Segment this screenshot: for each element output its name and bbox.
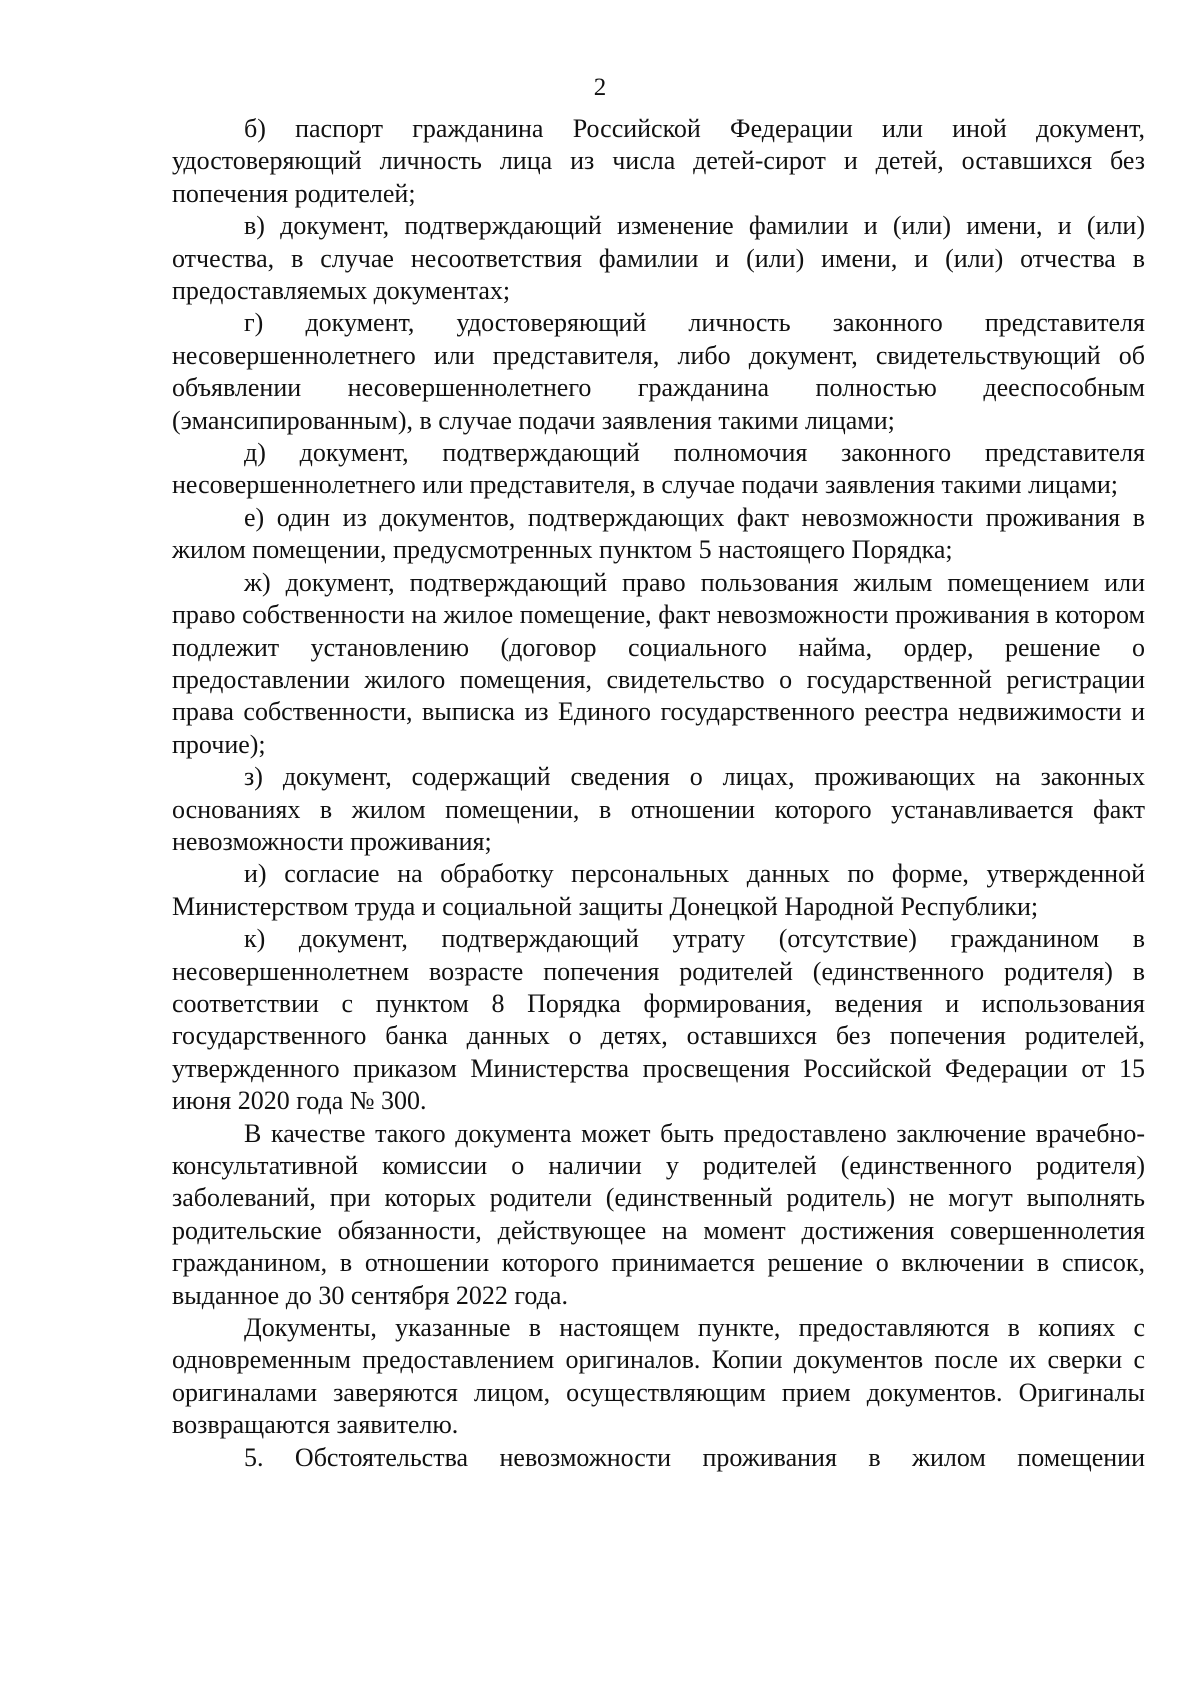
paragraph-item-v: в) документ, подтверждающий изменение фамилии и (или) имени, и (или) отчества, в случае несоответствия фамилии и (или) имени, и (или) отчества в предоставляемых документах;	[172, 211, 1145, 306]
paragraph-item-e: е) один из документов, подтверждающих факт невозможности проживания в жилом помещении, предусмотренных пунктом 5 настоящего Порядка;	[172, 502, 1145, 565]
paragraph-item-d: д) документ, подтверждающий полномочия законного представителя несовершеннолетнего или представителя, в случае подачи заявления такими лицами;	[172, 438, 1145, 500]
paragraph-item-z: з) документ, содержащий сведения о лицах, проживающих на законных основаниях в жилом помещении, в отношении которого устанавливается факт невозможности проживания;	[172, 762, 1145, 856]
paragraph-item-i: и) согласие на обработку персональных данных по форме, утвержденной Министерством труда и социальной защиты Донецкой Народной Республики;	[172, 859, 1145, 921]
paragraph-section-5-start: 5. Обстоятельства невозможности проживания в жилом помещении	[244, 1442, 1145, 1472]
page-number: 2	[593, 74, 607, 101]
paragraph-medical-conclusion: В качестве такого документа может быть предоставлено заключение врачебно-консультативной комиссии о наличии у родителей (единственного родителя) заболеваний, при которых родители (единственный родитель) не могут выполнять родительские обязанности, действующее на момент достижения совершеннолетия гражданином, в отношении которого принимается решение о включении в список, выданное до 30 сентября 2022 года.	[172, 1118, 1145, 1310]
paragraph-copies-note: Документы, указанные в настоящем пункте, предоставляются в копиях с одновременным предоставлением оригиналов. Копии документов после их сверки с оригиналами заверяются лицом, осуществляющим прием документов. Оригиналы возвращаются заявителю.	[172, 1313, 1145, 1440]
paragraph-item-k: к) документ, подтверждающий утрату (отсутствие) гражданином в несовершеннолетнем возрасте попечения родителей (единственного родителя) в соответствии с пунктом 8 Порядка формирования, ведения и использования государственного банка данных о детях, оставшихся без попечения родителей, утвержденного приказом Министерства просвещения Российской Федерации от 15 июня 2020 года № 300.	[172, 924, 1145, 1116]
paragraph-item-b: б) паспорт гражданина Российской Федерации или иной документ, удостоверяющий личность лица из числа детей-сирот и детей, оставшихся без попечения родителей;	[172, 114, 1145, 208]
paragraph-item-g: г) документ, удостоверяющий личность законного представителя несовершеннолетнего или представителя, либо документ, свидетельствующий об объявлении несовершеннолетнего гражданина полностью дееспособным (эмансипированным), в случае подачи заявления такими лицами;	[172, 308, 1145, 435]
paragraph-item-zh: ж) документ, подтверждающий право пользования жилым помещением или право собственности на жилое помещение, факт невозможности проживания в котором подлежит установлению (договор социального найма, ордер, решение о предоставлении жилого помещения, свидетельство о государственной регистрации права собственности, выписка из Единого государственного реестра недвижимости и прочие);	[172, 567, 1145, 759]
document-body	[172, 113, 1145, 1474]
